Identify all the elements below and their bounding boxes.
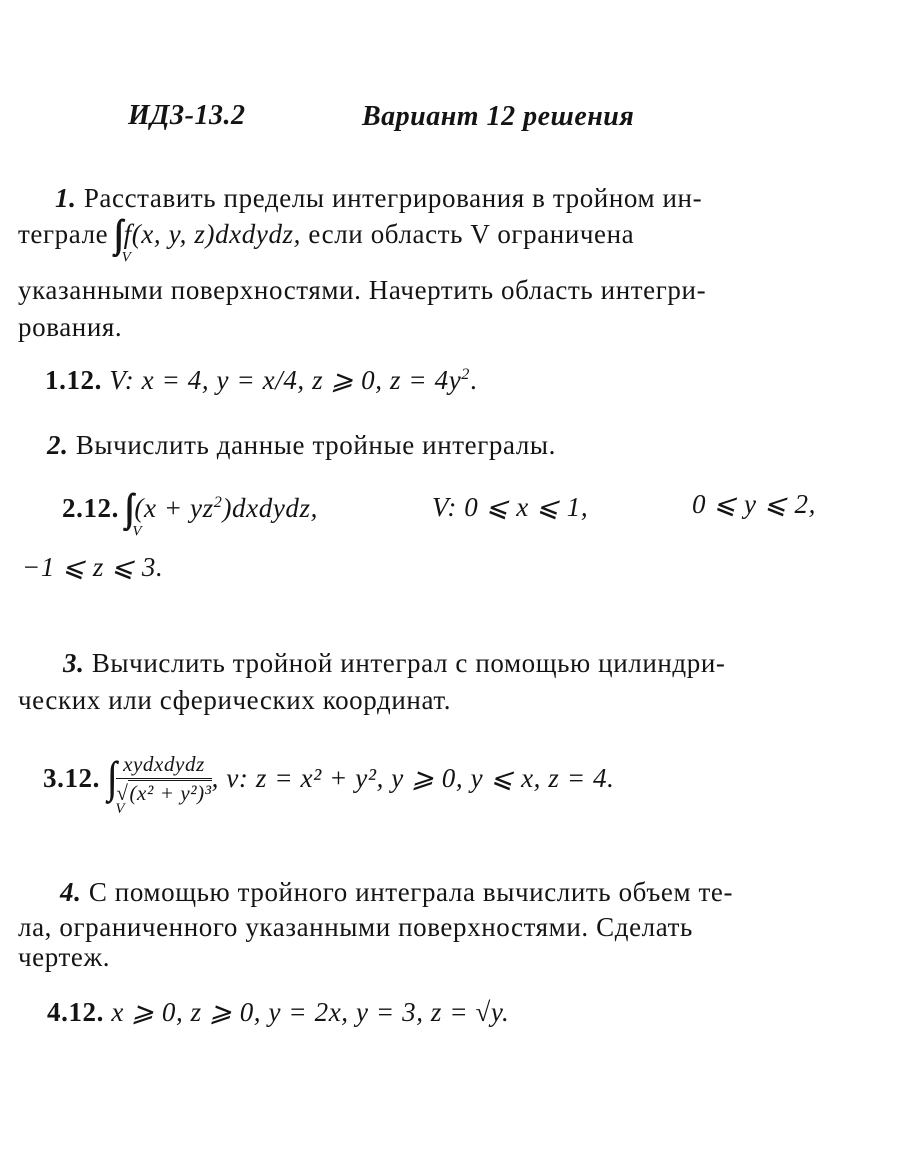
problem2-domain-y: 0 ⩽ y ⩽ 2,	[692, 489, 816, 519]
document-title: Вариант 12 решения	[362, 101, 635, 132]
task1-text-line2-start: теграле	[18, 219, 109, 249]
problem1-label: 1.12.	[45, 365, 102, 395]
task1-integrand: f(x, y, z)dxdydz,	[123, 219, 302, 249]
task3-line2: ческих или сферических координат.	[18, 685, 452, 715]
integral-domain-label: V	[121, 249, 131, 266]
problem3-numerator: xydxdydz	[116, 752, 211, 779]
task1-line3: указанными поверхностями. Начертить область интегри-	[18, 275, 707, 305]
document-code: ИДЗ-13.2	[128, 100, 246, 131]
problem1-period: .	[469, 365, 478, 395]
problem3-denominator-wrap: √(x² + y²)³	[116, 781, 212, 806]
problem2-domain-z: −1 ⩽ z ⩽ 3.	[22, 552, 164, 582]
task4-line3: чертеж.	[18, 942, 111, 972]
problem4-label: 4.12.	[47, 997, 104, 1027]
problem3-fraction	[116, 752, 211, 805]
problem1	[45, 365, 477, 396]
task1-number: 1.	[55, 183, 77, 213]
task3-text-line1: Вычислить тройной интеграл с помощью цилиндри-	[91, 648, 726, 678]
task1-line2	[18, 218, 635, 266]
integral-domain-label: V	[132, 523, 142, 540]
task1-text-line1: Расставить пределы интегрирования в тройном ин-	[83, 183, 703, 213]
task4-line1	[60, 877, 733, 908]
problem1-body: V: x = 4, y = x/4, z ⩾ 0, z = 4y	[109, 365, 462, 395]
task1-line1	[55, 183, 702, 214]
task3-line1	[63, 648, 726, 679]
problem1-exponent: 2	[461, 365, 470, 383]
task4-number: 4.	[60, 877, 82, 907]
problem4	[47, 997, 509, 1028]
problem3-denominator: (x² + y²)³	[129, 781, 212, 806]
task2-line	[47, 430, 556, 461]
problem3-region: , v: z = x² + y², y ⩾ 0, y ⩽ x, z = 4.	[211, 763, 615, 794]
problem2-domain-x: V: 0 ⩽ x ⩽ 1,	[432, 492, 589, 522]
problem4-body: x ⩾ 0, z ⩾ 0, y = 2x, y = 3, z = √y.	[111, 997, 510, 1027]
task3-number: 3.	[63, 648, 85, 678]
problem2-line1	[62, 492, 318, 540]
problem2-integrand-part2: )dxdydz,	[222, 493, 318, 523]
task4-line2: ла, ограниченного указанными поверхностями. Сделать	[18, 912, 693, 942]
problem3-label: 3.12.	[43, 763, 100, 794]
triple-integral-sign: ∫∫∫ V	[107, 753, 125, 817]
task2-number: 2.	[47, 430, 69, 460]
task1-text-line2-end: если область V ограничена	[308, 219, 635, 249]
task1-line4: рования.	[18, 312, 123, 342]
problem2-label: 2.12.	[62, 493, 119, 523]
task4-text-line1: С помощью тройного интеграла вычислить объем те-	[88, 877, 734, 907]
problem3	[43, 752, 615, 817]
task2-text: Вычислить данные тройные интегралы.	[75, 430, 556, 460]
problem2-integrand-part1: (x + yz	[134, 493, 214, 523]
integral-domain-label: V	[115, 800, 125, 817]
problem2-exponent: 2	[213, 493, 223, 511]
